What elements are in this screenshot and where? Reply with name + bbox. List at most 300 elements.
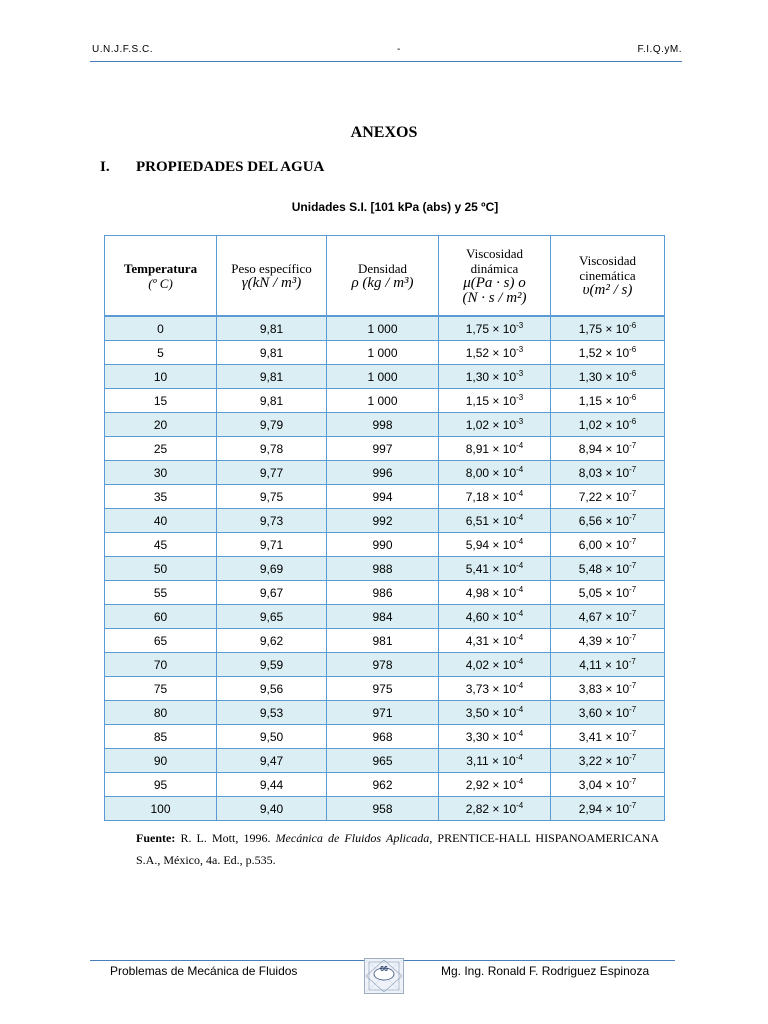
table-row xyxy=(105,701,665,725)
kinematic-viscosity-cell xyxy=(551,749,665,773)
density-cell xyxy=(327,365,439,389)
temperature-cell-value: 10 xyxy=(153,369,168,384)
dynamic-viscosity-cell-value: 1,75 × 10 xyxy=(465,321,517,336)
dynamic-viscosity-cell-exponent: -4 xyxy=(516,776,524,786)
specific-weight-cell-value: 9,81 xyxy=(259,393,284,408)
kinematic-viscosity-cell xyxy=(551,557,665,581)
source-label: Fuente: xyxy=(136,831,176,845)
dynamic-viscosity-cell-exponent: -4 xyxy=(516,632,524,642)
specific-weight-cell-value: 9,40 xyxy=(259,801,284,816)
dynamic-viscosity-cell-value: 5,94 × 10 xyxy=(465,537,517,552)
kinematic-viscosity-cell-exponent: -7 xyxy=(629,488,637,498)
source-text-1: R. L. Mott, 1996. xyxy=(175,831,276,845)
kinematic-viscosity-cell xyxy=(551,413,665,437)
temperature-cell xyxy=(105,701,217,725)
kinematic-viscosity-cell-exponent: -6 xyxy=(629,320,637,330)
temperature-label: Temperatura xyxy=(123,260,198,276)
page-number: 66 xyxy=(380,966,388,973)
kinematic-viscosity-cell-exponent: -6 xyxy=(629,368,637,378)
temperature-cell xyxy=(105,389,217,413)
dynamic-viscosity-cell-exponent: -3 xyxy=(516,320,524,330)
density-cell xyxy=(327,749,439,773)
specific-weight-cell-value: 9,79 xyxy=(259,417,284,432)
source-note xyxy=(136,827,659,871)
specific-weight-cell-value: 9,65 xyxy=(259,609,284,624)
specific-weight-cell xyxy=(217,797,327,821)
dynamic-viscosity-cell xyxy=(439,316,551,341)
dynamic-viscosity-cell xyxy=(439,413,551,437)
section-title: PROPIEDADES DEL AGUA xyxy=(136,159,325,175)
density-cell xyxy=(327,677,439,701)
density-cell xyxy=(327,773,439,797)
kinematic-viscosity-cell-exponent: -6 xyxy=(629,416,637,426)
section-number: I. xyxy=(100,159,110,175)
specific-weight-cell-value: 9,59 xyxy=(259,657,284,672)
specific-weight-cell-value: 9,78 xyxy=(259,441,284,456)
specific-weight-cell xyxy=(217,773,327,797)
specific-weight-cell xyxy=(217,365,327,389)
dynamic-viscosity-cell-exponent: -4 xyxy=(515,752,523,762)
kinematic-viscosity-cell-exponent: -7 xyxy=(629,752,637,762)
page-title: ANEXOS xyxy=(350,124,418,141)
density-cell xyxy=(327,509,439,533)
dynamic-viscosity-cell xyxy=(439,605,551,629)
temperature-cell-value: 55 xyxy=(153,585,168,600)
dynamic-viscosity-cell-value: 4,60 × 10 xyxy=(465,609,517,624)
specific-weight-cell-value: 9,53 xyxy=(259,705,284,720)
kinematic-viscosity-cell-exponent: -7 xyxy=(629,464,637,474)
temperature-cell xyxy=(105,605,217,629)
kinematic-viscosity-cell-value: 5,48 × 10 xyxy=(578,561,630,576)
dynamic-viscosity-cell-exponent: -4 xyxy=(516,464,524,474)
kinematic-viscosity-cell xyxy=(551,461,665,485)
dynamic-viscosity-label-1: Viscosidad xyxy=(466,245,523,261)
temperature-cell-value: 80 xyxy=(153,705,168,720)
specific-weight-cell-value: 9,81 xyxy=(259,369,284,384)
water-properties-table xyxy=(104,235,665,821)
specific-weight-cell xyxy=(217,389,327,413)
kinematic-viscosity-cell-value: 1,75 × 10 xyxy=(578,321,630,336)
density-cell xyxy=(327,605,439,629)
temperature-cell-value: 70 xyxy=(153,657,168,672)
dynamic-viscosity-cell xyxy=(439,509,551,533)
density-cell xyxy=(327,485,439,509)
density-cell-value: 984 xyxy=(372,609,393,624)
dynamic-viscosity-cell-value: 2,92 × 10 xyxy=(465,777,517,792)
density-cell xyxy=(327,653,439,677)
temperature-cell xyxy=(105,773,217,797)
kinematic-viscosity-label-1: Viscosidad xyxy=(579,253,636,268)
kinematic-viscosity-cell xyxy=(551,677,665,701)
kinematic-viscosity-cell-value: 1,02 × 10 xyxy=(578,417,630,432)
density-cell xyxy=(327,413,439,437)
temperature-cell xyxy=(105,749,217,773)
dynamic-viscosity-cell-value: 3,50 × 10 xyxy=(465,705,517,720)
kinematic-viscosity-cell-value: 1,52 × 10 xyxy=(578,345,630,360)
kinematic-viscosity-cell xyxy=(551,365,665,389)
density-cell-value: 975 xyxy=(372,681,393,696)
kinematic-viscosity-cell xyxy=(551,725,665,749)
kinematic-viscosity-cell-exponent: -7 xyxy=(629,608,637,618)
kinematic-viscosity-cell-value: 6,00 × 10 xyxy=(578,537,630,552)
temperature-cell xyxy=(105,677,217,701)
kinematic-viscosity-cell-exponent: -7 xyxy=(629,584,637,594)
dynamic-viscosity-cell-value: 1,02 × 10 xyxy=(465,417,517,432)
kinematic-viscosity-cell-exponent: -7 xyxy=(629,440,637,450)
dynamic-viscosity-cell-value: 8,91 × 10 xyxy=(465,441,517,456)
temperature-cell-value: 20 xyxy=(153,417,168,432)
specific-weight-cell-value: 9,62 xyxy=(259,633,284,648)
kinematic-viscosity-cell-value: 3,60 × 10 xyxy=(578,705,630,720)
dynamic-viscosity-cell xyxy=(439,677,551,701)
temperature-cell xyxy=(105,461,217,485)
kinematic-viscosity-cell xyxy=(551,605,665,629)
table-row xyxy=(105,389,665,413)
density-cell-value: 978 xyxy=(372,657,393,672)
kinematic-viscosity-cell-value: 4,11 × 10 xyxy=(579,657,629,672)
table-row xyxy=(105,605,665,629)
temperature-cell-value: 45 xyxy=(153,537,168,552)
specific-weight-cell-value: 9,81 xyxy=(259,345,284,360)
kinematic-viscosity-label-2: cinemática xyxy=(579,268,636,283)
dynamic-viscosity-cell-value: 6,51 × 10 xyxy=(465,513,517,528)
kinematic-viscosity-cell-exponent: -7 xyxy=(629,800,637,810)
specific-weight-cell xyxy=(217,413,327,437)
specific-weight-cell xyxy=(217,629,327,653)
density-cell xyxy=(327,725,439,749)
dynamic-viscosity-cell-value: 3,30 × 10 xyxy=(465,729,517,744)
dynamic-viscosity-cell xyxy=(439,725,551,749)
specific-weight-cell-value: 9,44 xyxy=(259,777,284,792)
dynamic-viscosity-unit-2: (N · s / m²) xyxy=(462,289,527,306)
dynamic-viscosity-cell-exponent: -3 xyxy=(516,368,524,378)
specific-weight-cell xyxy=(217,316,327,341)
dynamic-viscosity-cell xyxy=(439,485,551,509)
temperature-cell xyxy=(105,413,217,437)
col-header-temperature xyxy=(105,236,217,317)
temperature-cell-value: 90 xyxy=(153,753,168,768)
dynamic-viscosity-cell-exponent: -4 xyxy=(516,488,524,498)
dynamic-viscosity-cell-value: 8,00 × 10 xyxy=(465,465,517,480)
dynamic-viscosity-cell xyxy=(439,749,551,773)
density-cell xyxy=(327,437,439,461)
header-center: - xyxy=(397,44,401,55)
kinematic-viscosity-cell xyxy=(551,389,665,413)
section-heading xyxy=(100,159,324,176)
kinematic-viscosity-cell-value: 1,15 × 10 xyxy=(578,393,630,408)
kinematic-viscosity-cell-exponent: -7 xyxy=(629,680,637,690)
specific-weight-cell xyxy=(217,581,327,605)
temperature-cell-value: 40 xyxy=(153,513,168,528)
dynamic-viscosity-cell-value: 4,02 × 10 xyxy=(465,657,517,672)
specific-weight-cell xyxy=(217,605,327,629)
temperature-cell-value: 50 xyxy=(153,561,168,576)
temperature-cell xyxy=(105,485,217,509)
kinematic-viscosity-cell-exponent: -7 xyxy=(629,560,637,570)
source-book-title: Mecánica de Fluidos Aplicada xyxy=(275,831,430,845)
table-row xyxy=(105,581,665,605)
dynamic-viscosity-cell-exponent: -4 xyxy=(516,704,524,714)
header-left: U.N.J.F.S.C. xyxy=(92,44,154,55)
dynamic-viscosity-label-2: dinámica xyxy=(470,260,519,276)
density-cell xyxy=(327,389,439,413)
kinematic-viscosity-cell xyxy=(551,485,665,509)
density-cell-value: 981 xyxy=(372,633,393,648)
temperature-cell-value: 25 xyxy=(153,441,168,456)
density-unit: ρ (kg / m³) xyxy=(351,274,414,291)
table-row xyxy=(105,677,665,701)
dynamic-viscosity-cell-exponent: -4 xyxy=(516,656,524,666)
kinematic-viscosity-cell-exponent: -7 xyxy=(629,776,637,786)
table-row xyxy=(105,725,665,749)
temperature-cell-value: 35 xyxy=(153,489,168,504)
dynamic-viscosity-cell-value: 7,18 × 10 xyxy=(465,489,517,504)
temperature-cell-value: 75 xyxy=(153,681,168,696)
temperature-cell xyxy=(105,533,217,557)
density-cell xyxy=(327,533,439,557)
dynamic-viscosity-cell-value: 1,30 × 10 xyxy=(465,369,517,384)
kinematic-viscosity-cell-exponent: -7 xyxy=(629,728,637,738)
kinematic-viscosity-cell-value: 8,03 × 10 xyxy=(578,465,630,480)
temperature-unit: (º C) xyxy=(148,275,173,291)
col-header-specific-weight xyxy=(217,236,327,317)
density-cell-value: 962 xyxy=(372,777,393,792)
temperature-cell xyxy=(105,629,217,653)
density-cell xyxy=(327,581,439,605)
density-cell-value: 968 xyxy=(372,729,393,744)
dynamic-viscosity-cell-exponent: -4 xyxy=(516,800,524,810)
density-cell xyxy=(327,461,439,485)
kinematic-viscosity-cell-exponent: -7 xyxy=(628,656,636,666)
specific-weight-cell xyxy=(217,341,327,365)
specific-weight-cell-value: 9,73 xyxy=(259,513,284,528)
kinematic-viscosity-cell-value: 3,83 × 10 xyxy=(578,681,630,696)
specific-weight-cell xyxy=(217,749,327,773)
kinematic-viscosity-cell-exponent: -6 xyxy=(629,344,637,354)
specific-weight-cell-value: 9,50 xyxy=(259,729,284,744)
table-units-caption: Unidades S.I. [101 kPa (abs) y 25 ºC] xyxy=(291,200,499,214)
dynamic-viscosity-cell-exponent: -4 xyxy=(516,512,524,522)
dynamic-viscosity-cell xyxy=(439,773,551,797)
table-body xyxy=(105,316,665,821)
kinematic-viscosity-cell-exponent: -7 xyxy=(629,632,637,642)
source-text-2: , PRENTICE-HALL HISPANOAMERICANA S.A., México, 4a. Ed., p.535. xyxy=(136,831,659,867)
kinematic-viscosity-cell xyxy=(551,437,665,461)
kinematic-viscosity-cell-value: 1,30 × 10 xyxy=(578,369,630,384)
temperature-cell-value: 85 xyxy=(153,729,168,744)
kinematic-viscosity-cell xyxy=(551,773,665,797)
dynamic-viscosity-cell-value: 1,15 × 10 xyxy=(465,393,517,408)
specific-weight-cell-value: 9,56 xyxy=(259,681,284,696)
page-number-badge-icon xyxy=(364,958,404,994)
density-cell-value: 998 xyxy=(372,417,393,432)
dynamic-viscosity-cell-value: 3,73 × 10 xyxy=(465,681,517,696)
kinematic-viscosity-cell-value: 5,05 × 10 xyxy=(578,585,630,600)
kinematic-viscosity-cell xyxy=(551,533,665,557)
temperature-cell xyxy=(105,797,217,821)
specific-weight-cell xyxy=(217,725,327,749)
table-row xyxy=(105,797,665,821)
temperature-cell-value: 30 xyxy=(153,465,168,480)
col-header-kinematic-viscosity xyxy=(551,236,665,317)
col-header-density xyxy=(327,236,439,317)
dynamic-viscosity-cell xyxy=(439,701,551,725)
density-cell-value: 1 000 xyxy=(367,345,398,360)
table-row xyxy=(105,341,665,365)
density-cell-value: 1 000 xyxy=(367,369,398,384)
temperature-cell xyxy=(105,653,217,677)
table-row xyxy=(105,413,665,437)
temperature-cell-value: 5 xyxy=(157,345,164,360)
density-cell xyxy=(327,557,439,581)
temperature-cell-value: 60 xyxy=(153,609,168,624)
dynamic-viscosity-cell xyxy=(439,389,551,413)
dynamic-viscosity-cell-exponent: -3 xyxy=(516,416,524,426)
kinematic-viscosity-cell-exponent: -7 xyxy=(629,512,637,522)
dynamic-viscosity-cell xyxy=(439,461,551,485)
specific-weight-cell-value: 9,77 xyxy=(259,465,284,480)
density-cell-value: 992 xyxy=(372,513,393,528)
kinematic-viscosity-cell-exponent: -7 xyxy=(629,704,637,714)
table-row xyxy=(105,749,665,773)
dynamic-viscosity-cell-value: 2,82 × 10 xyxy=(465,801,517,816)
kinematic-viscosity-cell-value: 8,94 × 10 xyxy=(578,441,630,456)
dynamic-viscosity-cell-exponent: -4 xyxy=(516,608,524,618)
temperature-cell-value: 100 xyxy=(150,801,171,816)
dynamic-viscosity-cell xyxy=(439,533,551,557)
specific-weight-cell xyxy=(217,677,327,701)
temperature-cell xyxy=(105,437,217,461)
dynamic-viscosity-cell xyxy=(439,629,551,653)
specific-weight-cell xyxy=(217,437,327,461)
dynamic-viscosity-cell-exponent: -4 xyxy=(516,728,524,738)
kinematic-viscosity-unit: υ(m² / s) xyxy=(582,282,633,298)
kinematic-viscosity-cell xyxy=(551,629,665,653)
dynamic-viscosity-cell-exponent: -4 xyxy=(516,560,524,570)
table-row xyxy=(105,437,665,461)
page-header xyxy=(92,44,682,60)
density-cell-value: 971 xyxy=(372,705,393,720)
specific-weight-cell xyxy=(217,461,327,485)
specific-weight-cell xyxy=(217,485,327,509)
dynamic-viscosity-cell-exponent: -3 xyxy=(516,392,524,402)
dynamic-viscosity-cell-value: 4,31 × 10 xyxy=(465,633,517,648)
footer-left: Problemas de Mecánica de Fluidos xyxy=(110,964,298,978)
temperature-cell xyxy=(105,581,217,605)
dynamic-viscosity-cell-value: 5,41 × 10 xyxy=(465,561,517,576)
density-cell-value: 994 xyxy=(372,489,393,504)
density-cell-value: 990 xyxy=(372,537,393,552)
temperature-cell xyxy=(105,365,217,389)
specific-weight-cell-value: 9,81 xyxy=(259,321,284,336)
temperature-cell xyxy=(105,341,217,365)
specific-weight-cell xyxy=(217,557,327,581)
specific-weight-label: Peso específico xyxy=(231,260,312,276)
table-row xyxy=(105,365,665,389)
kinematic-viscosity-cell-value: 6,56 × 10 xyxy=(578,513,630,528)
col-header-dynamic-viscosity xyxy=(439,236,551,317)
temperature-cell-value: 0 xyxy=(157,321,164,336)
footer-right: Mg. Ing. Ronald F. Rodriguez Espinoza xyxy=(441,964,650,978)
table-row xyxy=(105,629,665,653)
dynamic-viscosity-cell xyxy=(439,653,551,677)
table-row xyxy=(105,316,665,341)
specific-weight-cell xyxy=(217,533,327,557)
dynamic-viscosity-cell xyxy=(439,341,551,365)
temperature-cell-value: 65 xyxy=(153,633,168,648)
kinematic-viscosity-cell-value: 7,22 × 10 xyxy=(578,489,630,504)
specific-weight-cell xyxy=(217,653,327,677)
specific-weight-cell-value: 9,67 xyxy=(259,585,284,600)
kinematic-viscosity-cell-value: 3,04 × 10 xyxy=(578,777,630,792)
density-cell xyxy=(327,629,439,653)
kinematic-viscosity-cell-exponent: -6 xyxy=(629,392,637,402)
density-cell-value: 965 xyxy=(372,753,393,768)
dynamic-viscosity-unit-1: μ(Pa · s) o xyxy=(463,274,526,291)
density-cell-value: 986 xyxy=(372,585,393,600)
table-row xyxy=(105,461,665,485)
kinematic-viscosity-cell xyxy=(551,797,665,821)
dynamic-viscosity-cell-exponent: -4 xyxy=(516,536,524,546)
kinematic-viscosity-cell-value: 2,94 × 10 xyxy=(578,801,630,816)
dynamic-viscosity-cell xyxy=(439,557,551,581)
density-cell-value: 988 xyxy=(372,561,393,576)
table-row xyxy=(105,485,665,509)
dynamic-viscosity-cell xyxy=(439,437,551,461)
density-cell xyxy=(327,341,439,365)
kinematic-viscosity-cell-value: 4,39 × 10 xyxy=(578,633,630,648)
dynamic-viscosity-cell-value: 3,11 × 10 xyxy=(466,753,516,768)
header-divider xyxy=(90,61,682,62)
kinematic-viscosity-cell-value: 3,41 × 10 xyxy=(578,729,630,744)
specific-weight-cell xyxy=(217,509,327,533)
kinematic-viscosity-cell-exponent: -7 xyxy=(629,536,637,546)
temperature-cell xyxy=(105,557,217,581)
dynamic-viscosity-cell-exponent: -4 xyxy=(516,440,524,450)
table-header-row xyxy=(105,236,665,317)
density-label: Densidad xyxy=(357,260,408,276)
density-cell xyxy=(327,316,439,341)
dynamic-viscosity-cell-exponent: -4 xyxy=(516,584,524,594)
dynamic-viscosity-cell-value: 1,52 × 10 xyxy=(465,345,517,360)
density-cell xyxy=(327,701,439,725)
table-row xyxy=(105,773,665,797)
temperature-cell-value: 95 xyxy=(153,777,168,792)
kinematic-viscosity-cell xyxy=(551,341,665,365)
specific-weight-cell xyxy=(217,701,327,725)
kinematic-viscosity-cell xyxy=(551,653,665,677)
temperature-cell xyxy=(105,509,217,533)
table-row xyxy=(105,509,665,533)
density-cell-value: 996 xyxy=(372,465,393,480)
kinematic-viscosity-cell xyxy=(551,509,665,533)
dynamic-viscosity-cell xyxy=(439,365,551,389)
temperature-cell xyxy=(105,316,217,341)
density-cell-value: 958 xyxy=(372,801,393,816)
kinematic-viscosity-cell xyxy=(551,701,665,725)
dynamic-viscosity-cell xyxy=(439,797,551,821)
density-cell xyxy=(327,797,439,821)
kinematic-viscosity-cell xyxy=(551,581,665,605)
density-cell-value: 1 000 xyxy=(367,393,398,408)
specific-weight-unit: γ(kN / m³) xyxy=(241,274,302,291)
specific-weight-cell-value: 9,71 xyxy=(259,537,284,552)
dynamic-viscosity-cell-exponent: -3 xyxy=(516,344,524,354)
header-right: F.I.Q.yM. xyxy=(637,44,682,55)
density-cell-value: 1 000 xyxy=(367,321,398,336)
specific-weight-cell-value: 9,47 xyxy=(259,753,284,768)
kinematic-viscosity-cell xyxy=(551,316,665,341)
